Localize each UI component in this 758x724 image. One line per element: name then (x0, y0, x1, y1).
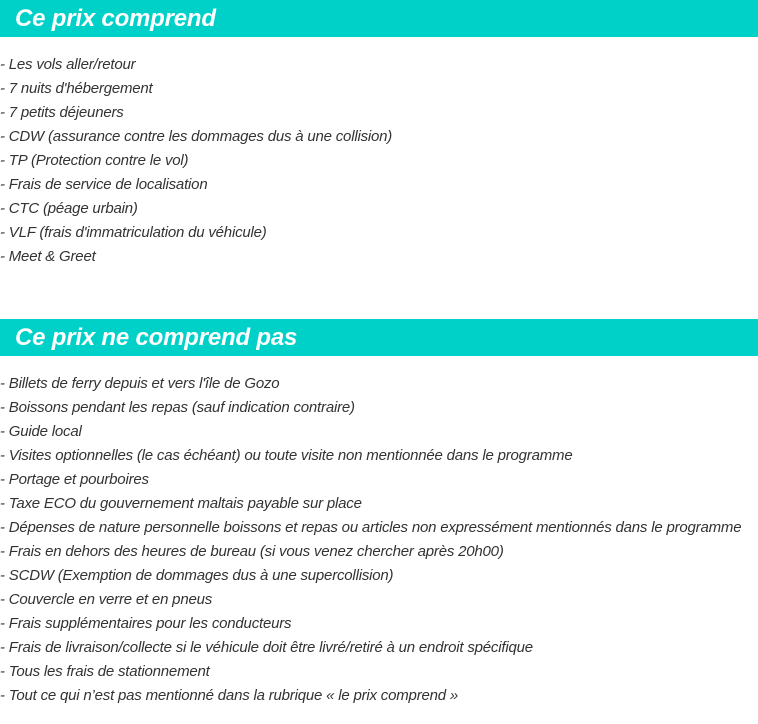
list-item: - Frais de livraison/collecte si le véhicule doit être livré/retiré à un endroit spécifique (0, 639, 533, 656)
excluded-items-list (0, 372, 741, 708)
included-items-list (0, 53, 392, 269)
list-item: - Frais en dehors des heures de bureau (si vous venez chercher après 20h00) (0, 543, 504, 560)
list-item: - Portage et pourboires (0, 471, 149, 488)
list-item: - Guide local (0, 423, 82, 440)
list-item: - Dépenses de nature personnelle boissons et repas ou articles non expressément mentionnés dans le programme (0, 519, 742, 536)
list-item: - Tous les frais de stationnement (0, 663, 210, 680)
included-section-title: Ce prix comprend (15, 4, 216, 32)
list-item: - Frais supplémentaires pour les conducteurs (0, 615, 292, 632)
list-item: - VLF (frais d'immatriculation du véhicule) (0, 224, 267, 241)
list-item: - CDW (assurance contre les dommages dus à une collision) (0, 128, 393, 145)
list-item: - Frais de service de localisation (0, 176, 208, 193)
list-item: - Couvercle en verre et en pneus (0, 591, 213, 608)
excluded-section-header (0, 319, 758, 356)
list-item: - 7 petits déjeuners (0, 104, 124, 121)
included-section-header (0, 0, 758, 37)
list-item: - Visites optionnelles (le cas échéant) ou toute visite non mentionnée dans le programme (0, 447, 573, 464)
list-item: - 7 nuits d'hébergement (0, 80, 153, 97)
list-item: - Tout ce qui n’est pas mentionné dans la rubrique « le prix comprend » (0, 687, 459, 704)
list-item: - Les vols aller/retour (0, 56, 136, 73)
excluded-section-title: Ce prix ne comprend pas (15, 323, 298, 351)
list-item: - Taxe ECO du gouvernement maltais payable sur place (0, 495, 362, 512)
list-item: - CTC (péage urbain) (0, 200, 138, 217)
list-item: - TP (Protection contre le vol) (0, 152, 189, 169)
list-item: - SCDW (Exemption de dommages dus à une supercollision) (0, 567, 394, 584)
list-item: - Meet & Greet (0, 248, 96, 265)
list-item: - Billets de ferry depuis et vers l'île de Gozo (0, 375, 280, 392)
list-item: - Boissons pendant les repas (sauf indication contraire) (0, 399, 355, 416)
